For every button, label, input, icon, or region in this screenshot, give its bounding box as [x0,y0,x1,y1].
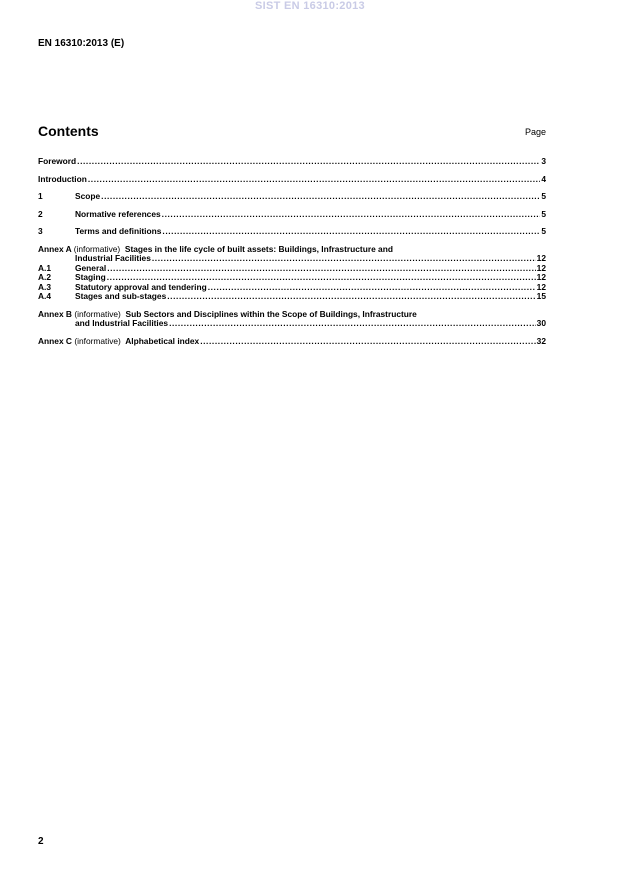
annex-title-line-2: Industrial Facilities [75,253,151,263]
toc-entry-a1[interactable] [38,264,546,274]
watermark: SIST EN 16310:2013 [255,0,365,12]
dot-leader [169,319,536,329]
document-id: EN 16310:2013 (E) [38,38,125,49]
dot-leader [162,227,540,237]
dot-leader [152,254,536,264]
toc-entry-annex-c[interactable] [38,337,546,347]
toc-entry-number: 2 [38,208,43,219]
toc-entry-page: 12 [536,281,546,292]
toc-entry-page: 5 [541,226,546,236]
toc-entry-page: 15 [536,291,546,301]
annex-title-line-2: and Industrial Facilities [75,318,169,328]
toc-entry-page: 12 [536,253,546,263]
toc-entry-title: Introduction [38,173,87,184]
toc-entry-page: 32 [536,335,546,346]
toc-entry-number: A.4 [38,291,52,301]
annex-label: Annex C [38,335,72,346]
toc-entry-number: A.1 [38,262,52,273]
toc-entry-title: Terms and definitions [75,226,162,236]
dot-leader [167,292,535,302]
annex-title-line-1: Sub Sectors and Disciplines within the Scope of Buildings, Infrastructure [125,308,417,319]
dot-leader [208,283,536,293]
dot-leader [162,210,541,220]
toc-entry-number: 3 [38,226,43,236]
toc-entry-title: Foreword [38,156,77,166]
toc-entry-title: Staging [75,272,106,282]
toc-entry-page: 4 [541,173,546,184]
contents-heading: Contents [38,123,99,139]
page-number: 2 [38,836,44,847]
annex-status: (informative) [74,335,121,346]
toc-entry-title: Normative references [75,208,161,219]
toc-entry-clause-1[interactable] [38,192,546,202]
toc-entry-introduction[interactable] [38,175,546,185]
annex-label: Annex A [38,243,72,254]
dot-leader [200,337,535,347]
table-of-contents [38,157,546,346]
toc-entry-foreword[interactable] [38,157,546,167]
toc-entry-clause-2[interactable] [38,210,546,220]
annex-label: Annex B [38,308,72,319]
toc-entry-page: 5 [541,208,546,219]
annex-status: (informative) [74,308,121,319]
toc-entry-title: Alphabetical index [125,335,200,346]
dot-leader [101,192,540,202]
toc-entry-annex-b-continued[interactable] [38,319,546,329]
toc-entry-title: Statutory approval and tendering [75,281,207,292]
toc-entry-clause-3[interactable] [38,227,546,237]
toc-entry-page: 30 [536,318,546,328]
annex-title-line-1: Stages in the life cycle of built assets: Buildings, Infrastructure and [124,243,393,254]
toc-entry-page: 3 [541,156,546,166]
dot-leader [88,175,540,185]
dot-leader [77,157,540,167]
toc-entry-number: A.3 [38,281,52,292]
dot-leader [107,264,535,274]
toc-entry-title: Stages and sub-stages [75,291,167,301]
toc-entry-a4[interactable] [38,292,546,302]
toc-entry-title: Scope [75,191,101,201]
toc-entry-page: 5 [541,191,546,201]
annex-status: (informative) [73,243,121,254]
toc-entry-page: 12 [536,262,546,273]
toc-entry-title: General [75,262,107,273]
page-column-label: Page [524,127,546,137]
toc-entry-page: 12 [536,272,546,282]
toc-entry-number: A.2 [38,272,52,282]
toc-entry-annex-a-continued[interactable] [38,254,546,264]
toc-entry-number: 1 [38,191,43,201]
annex-c-heading [38,337,199,347]
